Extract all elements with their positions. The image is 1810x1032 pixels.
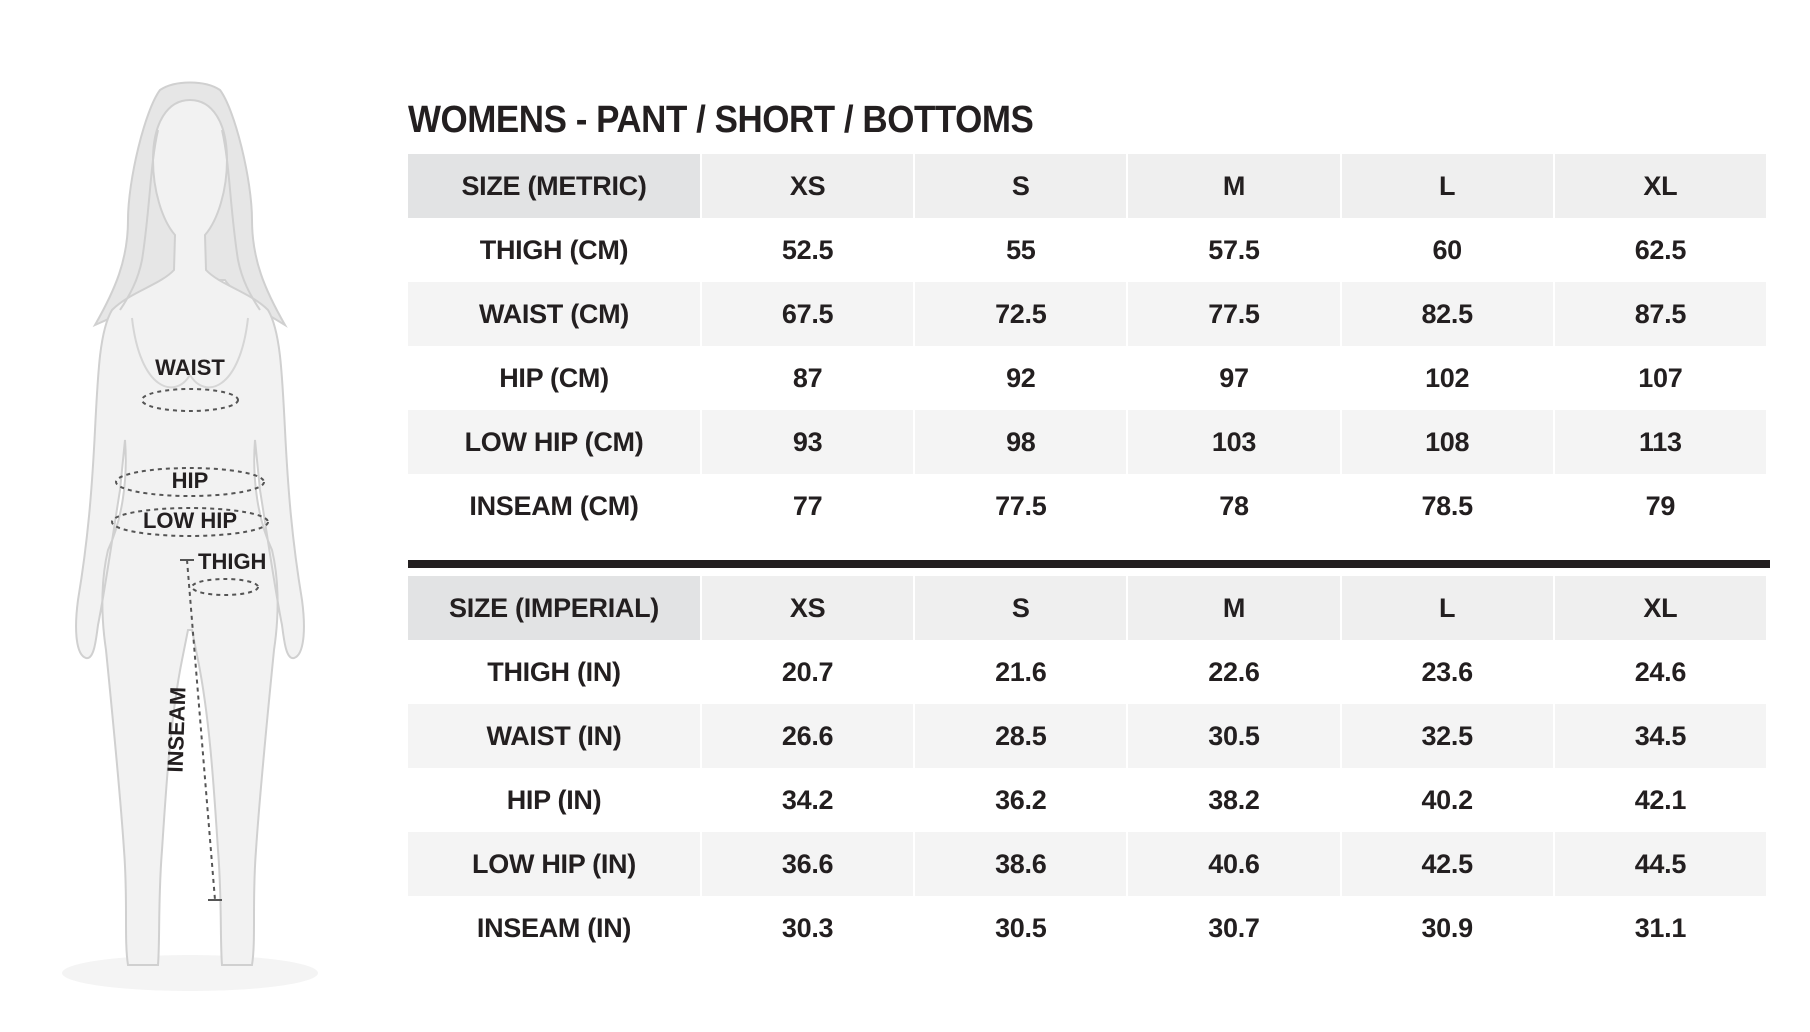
table-cell: 36.6 [702, 832, 913, 896]
metric-size-table [406, 154, 1768, 538]
table-cell: 77.5 [1128, 282, 1339, 346]
table-cell: 31.1 [1555, 896, 1766, 960]
table-row [408, 218, 1766, 282]
table-cell: 34.5 [1555, 704, 1766, 768]
table-cell: 87 [702, 346, 913, 410]
table-cell: 72.5 [915, 282, 1126, 346]
row-label: THIGH (IN) [408, 640, 700, 704]
row-label: INSEAM (CM) [408, 474, 700, 538]
size-header-xl: XL [1555, 576, 1766, 640]
size-header-xs: XS [702, 154, 913, 218]
table-row [408, 768, 1766, 832]
table-cell: 22.6 [1128, 640, 1339, 704]
table-cell: 30.7 [1128, 896, 1339, 960]
table-cell: 77 [702, 474, 913, 538]
table-cell: 28.5 [915, 704, 1126, 768]
table-cell: 38.2 [1128, 768, 1339, 832]
table-cell: 78 [1128, 474, 1339, 538]
table-row [408, 832, 1766, 896]
table-cell: 55 [915, 218, 1126, 282]
size-header-s: S [915, 154, 1126, 218]
table-cell: 62.5 [1555, 218, 1766, 282]
floor-shadow [62, 955, 318, 991]
table-cell: 67.5 [702, 282, 913, 346]
table-cell: 82.5 [1342, 282, 1553, 346]
imperial-size-table [406, 576, 1768, 960]
table-cell: 21.6 [915, 640, 1126, 704]
table-cell: 20.7 [702, 640, 913, 704]
table-cell: 97 [1128, 346, 1339, 410]
row-label: WAIST (IN) [408, 704, 700, 768]
inseam-label: INSEAM [162, 686, 191, 773]
table-cell: 79 [1555, 474, 1766, 538]
thigh-label: THIGH [198, 549, 267, 574]
low-hip-label: LOW HIP [142, 508, 238, 533]
table-cell: 92 [915, 346, 1126, 410]
page-title: WOMENS - PANT / SHORT / BOTTOMS [408, 99, 1034, 141]
table-cell: 38.6 [915, 832, 1126, 896]
table-cell: 40.2 [1342, 768, 1553, 832]
table-cell: 108 [1342, 410, 1553, 474]
table-cell: 42.1 [1555, 768, 1766, 832]
table-cell: 24.6 [1555, 640, 1766, 704]
table-cell: 113 [1555, 410, 1766, 474]
section-divider [408, 560, 1770, 568]
table-row [408, 474, 1766, 538]
size-header-m: M [1128, 154, 1339, 218]
table-cell: 60 [1342, 218, 1553, 282]
table-cell: 30.5 [915, 896, 1126, 960]
table-cell: 30.5 [1128, 704, 1339, 768]
table-cell: 34.2 [702, 768, 913, 832]
table-cell: 57.5 [1128, 218, 1339, 282]
table-cell: 30.3 [702, 896, 913, 960]
imperial-header-row [408, 576, 1766, 640]
row-label: HIP (IN) [408, 768, 700, 832]
table-cell: 30.9 [1342, 896, 1553, 960]
table-cell: 23.6 [1342, 640, 1553, 704]
hip-label: HIP [171, 468, 209, 493]
row-label: HIP (CM) [408, 346, 700, 410]
table-row [408, 282, 1766, 346]
metric-header-row [408, 154, 1766, 218]
table-cell: 52.5 [702, 218, 913, 282]
size-header-l: L [1342, 154, 1553, 218]
imperial-header-label: SIZE (IMPERIAL) [408, 576, 700, 640]
table-cell: 87.5 [1555, 282, 1766, 346]
row-label: THIGH (CM) [408, 218, 700, 282]
size-header-l: L [1342, 576, 1553, 640]
size-header-s: S [915, 576, 1126, 640]
row-label: LOW HIP (IN) [408, 832, 700, 896]
woman-silhouette-illustration [50, 70, 350, 1030]
table-cell: 44.5 [1555, 832, 1766, 896]
body-measurement-figure [50, 70, 350, 1030]
table-cell: 102 [1342, 346, 1553, 410]
size-header-m: M [1128, 576, 1339, 640]
table-row [408, 640, 1766, 704]
table-cell: 93 [702, 410, 913, 474]
size-header-xl: XL [1555, 154, 1766, 218]
table-row [408, 896, 1766, 960]
table-cell: 77.5 [915, 474, 1126, 538]
table-cell: 103 [1128, 410, 1339, 474]
table-cell: 36.2 [915, 768, 1126, 832]
row-label: WAIST (CM) [408, 282, 700, 346]
table-cell: 98 [915, 410, 1126, 474]
table-cell: 40.6 [1128, 832, 1339, 896]
size-header-xs: XS [702, 576, 913, 640]
waist-label: WAIST [155, 355, 225, 380]
table-cell: 26.6 [702, 704, 913, 768]
row-label: LOW HIP (CM) [408, 410, 700, 474]
table-cell: 32.5 [1342, 704, 1553, 768]
table-row [408, 704, 1766, 768]
table-row [408, 346, 1766, 410]
table-cell: 107 [1555, 346, 1766, 410]
table-row [408, 410, 1766, 474]
table-cell: 78.5 [1342, 474, 1553, 538]
metric-header-label: SIZE (METRIC) [408, 154, 700, 218]
row-label: INSEAM (IN) [408, 896, 700, 960]
table-cell: 42.5 [1342, 832, 1553, 896]
size-chart [408, 96, 1770, 960]
